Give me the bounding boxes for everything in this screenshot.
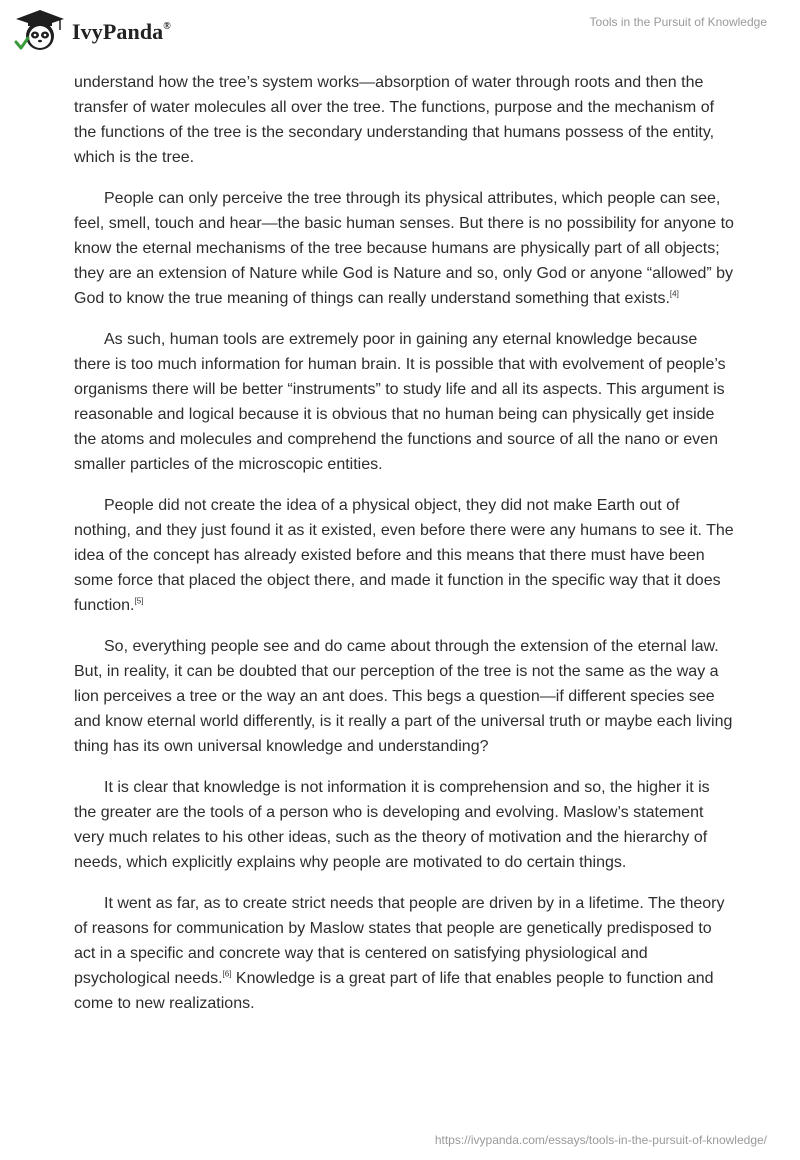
panda-graduate-icon: [14, 8, 66, 52]
paragraph-4: People did not create the idea of a physical object, they did not make Earth out of nothing, and they just found it as it existed, even before there were any humans to see it. The idea of the concept has already existed before and this means that there must have been some force that placed the object there, and made it function in the specific way that it does function.[5]: [74, 497, 734, 614]
footnote-ref-5[interactable]: [5]: [134, 596, 144, 606]
registered-mark: ®: [163, 20, 171, 32]
footnote-ref-4[interactable]: [4]: [669, 289, 679, 299]
page-header: [0, 0, 800, 70]
document-title: Tools in the Pursuit of Knowledge: [589, 15, 767, 29]
paragraph-1: understand how the tree’s system works—absorption of water through roots and then the transfer of water molecules all over the tree. The functions, purpose and the mechanism of the functions of the tree is the secondary understanding that humans possess of the entity, which is the tree.: [74, 74, 715, 166]
footnote-ref-6[interactable]: [6]: [222, 969, 232, 979]
paragraph-7: It went as far, as to create strict needs that people are driven by in a lifetime. The theory of reasons for communication by Maslow states that people are genetically predisposed to act in a specific and concrete way that is centered on satisfying physiological and psychological needs.[6] Knowledge is a great part of life that enables people to function and come to new realizations.: [74, 895, 725, 1012]
paragraph-5: So, everything people see and do came about through the extension of the eternal law. But, in reality, it can be doubted that our perception of the tree is not the same as the way a lion perceives a tree or the way an ant does. This begs a question—if different species see and know eternal world differently, is it really a part of the universal truth or maybe each living thing has its own universal knowledge and understanding?: [74, 638, 733, 755]
paragraph-6: It is clear that knowledge is not information it is comprehension and so, the higher it is the greater are the tools of a person who is developing and evolving. Maslow’s statement very much relates to his other ideas, such as the theory of motivation and the hierarchy of needs, which explicitly explains why people are motivated to do certain things.: [74, 779, 710, 871]
source-url[interactable]: https://ivypanda.com/essays/tools-in-the-pursuit-of-knowledge/: [434, 1133, 767, 1147]
brand-name: IvyPanda®: [72, 19, 171, 44]
paragraph-2: People can only perceive the tree through its physical attributes, which people can see, feel, smell, touch and hear—the basic human senses. But there is no possibility for anyone to know the eternal mechanisms of the tree because humans are physically part of all objects; they are an extension of Nature while God is Nature and so, only God or anyone “allowed” by God to know the true meaning of things can really understand something that exists.[4]: [74, 190, 734, 307]
essay-body: [74, 70, 734, 1032]
paragraph-3: As such, human tools are extremely poor in gaining any eternal knowledge because there is too much information for human brain. It is possible that with evolvement of people’s organisms there will be better “instruments” to study life and all its aspects. This argument is reasonable and logical because it is obvious that no human being can physically get inside the atoms and molecules and comprehend the functions and source of all the nano or even smaller particles of the microscopic entities.: [74, 331, 726, 473]
ivypanda-logo[interactable]: [14, 8, 171, 52]
